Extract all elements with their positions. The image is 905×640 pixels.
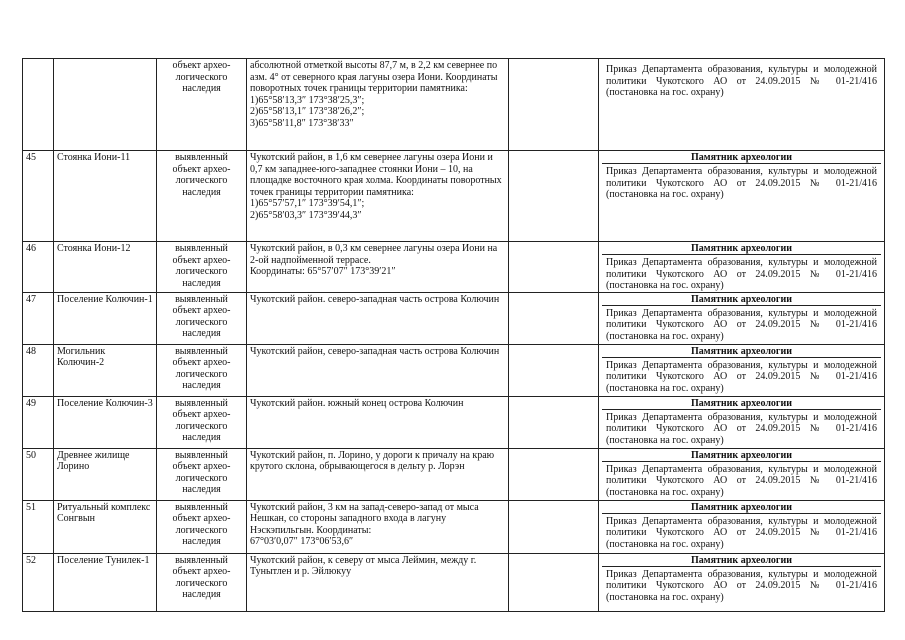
order-line: политики Чукотского АО от 24.09.2015 № 01-21/416 bbox=[606, 319, 877, 330]
table-row bbox=[23, 292, 885, 344]
order-line: политики Чукотского АО от 24.09.2015 № 01-21/416 bbox=[606, 580, 877, 591]
legal-status-cell bbox=[599, 59, 885, 151]
order-line: Приказ Департамента образования, культуры и молодежной bbox=[606, 166, 877, 177]
legal-status-cell bbox=[599, 448, 885, 500]
empty-cell bbox=[509, 151, 599, 242]
order-line: Приказ Департамента образования, культуры и молодежной bbox=[606, 64, 877, 75]
object-type: выявленный объект архео-логического наследия bbox=[157, 448, 247, 500]
row-number: 46 bbox=[23, 242, 54, 293]
location-description: Чукотский район, в 1,6 км севернее лагуны озера Иони и 0,7 км западнее-юго-западнее стоянки Иони – 10, на площадке восточного края холма. Координаты поворотных точек границы территории памятника: 1)65°57′57,1″ 173°39′54,1″; 2)65°58′03,3″ 173°39′44,3″ bbox=[247, 151, 509, 242]
order-reference bbox=[602, 255, 881, 292]
object-type: выявленный объект архео-логического наследия bbox=[157, 553, 247, 611]
legal-status-cell bbox=[599, 151, 885, 242]
monument-name: Поселение Колючин-1 bbox=[54, 292, 157, 344]
order-reference bbox=[602, 164, 881, 201]
order-reference bbox=[602, 358, 881, 395]
order-line: политики Чукотского АО от 24.09.2015 № 01-21/416 bbox=[606, 475, 877, 486]
empty-cell bbox=[509, 448, 599, 500]
object-type: выявленный объект архео-логического наследия bbox=[157, 292, 247, 344]
order-reference bbox=[602, 514, 881, 551]
row-number: 45 bbox=[23, 151, 54, 242]
order-line: (постановка на гос. охрану) bbox=[606, 280, 724, 291]
empty-cell bbox=[509, 500, 599, 553]
monument-name: Стоянка Иони-12 bbox=[54, 242, 157, 293]
order-line: (постановка на гос. охрану) bbox=[606, 486, 724, 498]
location-description: Чукотский район, п. Лорино, у дороги к причалу на краю крутого склона, обрывающегося в дельту р. Лорэн bbox=[247, 448, 509, 500]
location-description: Чукотский район, к северу от мыса Леймин, между г. Тунытлен и р. Эйлюкуу bbox=[247, 553, 509, 611]
object-type: выявленный объект архео-логического наследия bbox=[157, 500, 247, 553]
monument-name: Древнее жилище Лорино bbox=[54, 448, 157, 500]
register-body bbox=[23, 59, 885, 612]
empty-cell bbox=[509, 59, 599, 151]
monument-category: Памятник археологии bbox=[602, 243, 881, 255]
object-type: объект архео-логического наследия bbox=[157, 59, 247, 151]
order-reference bbox=[602, 567, 881, 604]
table-row bbox=[23, 242, 885, 293]
order-line: (постановка на гос. охрану) bbox=[606, 538, 724, 550]
order-line: Приказ Департамента образования, культуры и молодежной bbox=[606, 568, 877, 580]
monument-category: Памятник археологии bbox=[602, 398, 881, 410]
order-line: политики Чукотского АО от 24.09.2015 № 01-21/416 bbox=[606, 75, 877, 87]
object-type: выявленный объект архео-логического наследия bbox=[157, 344, 247, 396]
monument-name: Могильник Колючин-2 bbox=[54, 344, 157, 396]
order-line: Приказ Департамента образования, культуры и молодежной bbox=[606, 307, 877, 319]
location-description: Чукотский район, в 0,3 км севернее лагуны озера Иони на 2-ой надпойменной террасе. Координаты: 65°57′07″ 173°39′21″ bbox=[247, 242, 509, 293]
location-description: Чукотский район. южный конец острова Колючин bbox=[247, 396, 509, 448]
order-line: политики Чукотского АО от 24.09.2015 № 01-21/416 bbox=[606, 177, 877, 189]
monument-name: Ритуальный комплекс Сонгвын bbox=[54, 500, 157, 553]
row-number bbox=[23, 59, 54, 151]
order-line: (постановка на гос. охрану) bbox=[606, 330, 724, 342]
order-line: политики Чукотского АО от 24.09.2015 № 01-21/416 bbox=[606, 423, 877, 434]
table-row bbox=[23, 396, 885, 448]
order-reference bbox=[602, 62, 881, 99]
empty-cell bbox=[509, 242, 599, 293]
legal-status-cell bbox=[599, 553, 885, 611]
order-line: Приказ Департамента образования, культуры и молодежной bbox=[606, 515, 877, 527]
order-line: политики Чукотского АО от 24.09.2015 № 01-21/416 bbox=[606, 371, 877, 382]
location-description: Чукотский район. северо-западная часть острова Колючин bbox=[247, 292, 509, 344]
row-number: 51 bbox=[23, 500, 54, 553]
heritage-register-table bbox=[22, 58, 885, 612]
monument-name: Поселение Тунилек-1 bbox=[54, 553, 157, 611]
monument-category: Памятник археологии bbox=[602, 346, 881, 358]
object-type: выявленный объект архео-логического наследия bbox=[157, 242, 247, 293]
order-line: (постановка на гос. охрану) bbox=[606, 382, 724, 394]
table-row bbox=[23, 448, 885, 500]
table-row bbox=[23, 500, 885, 553]
table-row bbox=[23, 151, 885, 242]
monument-category: Памятник археологии bbox=[602, 294, 881, 306]
empty-cell bbox=[509, 344, 599, 396]
order-reference bbox=[602, 410, 881, 447]
order-line: политики Чукотского АО от 24.09.2015 № 01-21/416 bbox=[606, 527, 877, 538]
order-line: Приказ Департамента образования, культуры и молодежной bbox=[606, 463, 877, 475]
order-reference bbox=[602, 462, 881, 499]
order-line: (постановка на гос. охрану) bbox=[606, 87, 724, 98]
empty-cell bbox=[509, 553, 599, 611]
row-number: 50 bbox=[23, 448, 54, 500]
row-number: 49 bbox=[23, 396, 54, 448]
order-line: Приказ Департамента образования, культуры и молодежной bbox=[606, 411, 877, 423]
empty-cell bbox=[509, 292, 599, 344]
location-description: Чукотский район, северо-западная часть острова Колючин bbox=[247, 344, 509, 396]
order-reference bbox=[602, 306, 881, 343]
monument-name: Поселение Колючин-3 bbox=[54, 396, 157, 448]
legal-status-cell bbox=[599, 500, 885, 553]
legal-status-cell bbox=[599, 292, 885, 344]
monument-name bbox=[54, 59, 157, 151]
table-row bbox=[23, 553, 885, 611]
monument-category: Памятник археологии bbox=[602, 450, 881, 462]
object-type: выявленный объект архео-логического наследия bbox=[157, 151, 247, 242]
order-line: (постановка на гос. охрану) bbox=[606, 591, 724, 603]
order-line: Приказ Департамента образования, культуры и молодежной bbox=[606, 359, 877, 371]
legal-status-cell bbox=[599, 242, 885, 293]
location-description: Чукотский район, 3 км на запад-северо-запад от мыса Нешкан, со стороны западного входа в лагуну Нэскэпильгын. Координаты: 67°03′0,07″ 173°06′53,6″ bbox=[247, 500, 509, 553]
order-line: политики Чукотского АО от 24.09.2015 № 01-21/416 bbox=[606, 268, 877, 280]
table-row bbox=[23, 344, 885, 396]
monument-category: Памятник археологии bbox=[602, 502, 881, 514]
row-number: 47 bbox=[23, 292, 54, 344]
legal-status-cell bbox=[599, 344, 885, 396]
object-type: выявленный объект архео-логического наследия bbox=[157, 396, 247, 448]
table-row bbox=[23, 59, 885, 151]
legal-status-cell bbox=[599, 396, 885, 448]
monument-category: Памятник археологии bbox=[602, 555, 881, 567]
order-line: Приказ Департамента образования, культуры и молодежной bbox=[606, 257, 877, 268]
empty-cell bbox=[509, 396, 599, 448]
row-number: 52 bbox=[23, 553, 54, 611]
order-line: (постановка на гос. охрану) bbox=[606, 189, 724, 200]
location-description: абсолютной отметкой высоты 87,7 м, в 2,2 км севернее по азм. 4° от северного края лагуны озера Иони. Координаты поворотных точек границы территории памятника: 1)65°58′13,3″ 173°38′25,3″; 2)65°58′13,1″ 173°38′26,2″; 3)65°58′11,8″ 173°38′33″ bbox=[247, 59, 509, 151]
monument-name: Стоянка Иони-11 bbox=[54, 151, 157, 242]
row-number: 48 bbox=[23, 344, 54, 396]
order-line: (постановка на гос. охрану) bbox=[606, 434, 724, 446]
monument-category: Памятник археологии bbox=[602, 152, 881, 164]
